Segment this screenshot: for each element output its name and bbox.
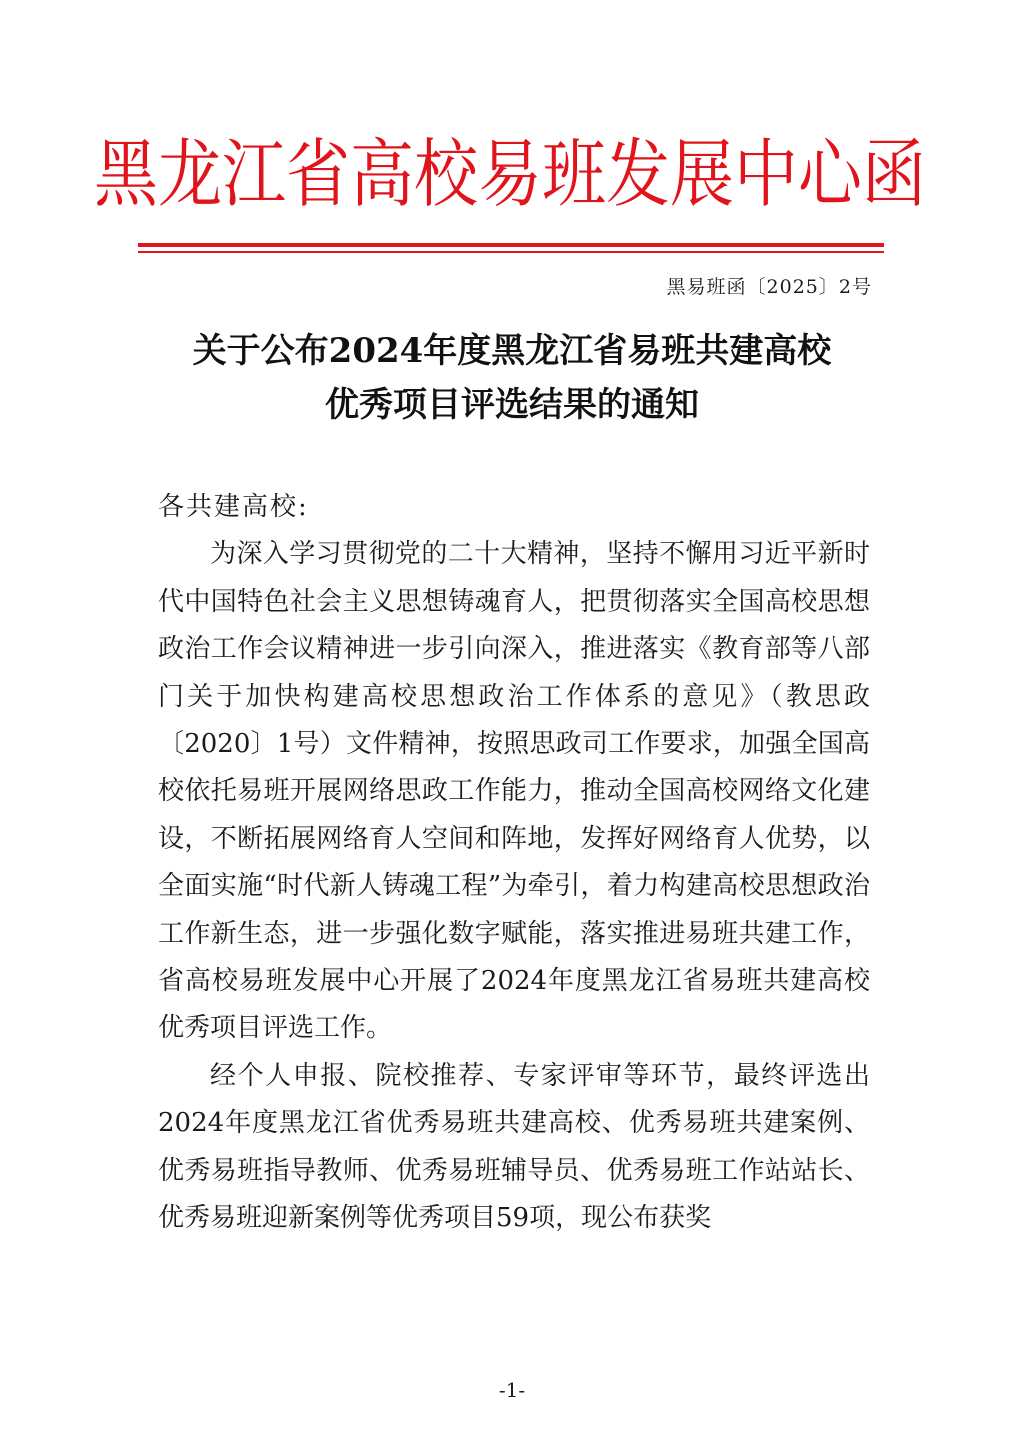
issuer-masthead: 黑龙江省高校易班发展中心函	[94, 132, 926, 219]
title-line-1: 关于公布2024年度黑龙江省易班共建高校	[192, 331, 832, 371]
document-body	[158, 484, 870, 1243]
paragraph: 经个人申报、院校推荐、专家评审等环节，最终评选出2024年度黑龙江省优秀易班共建高校、优秀易班共建案例、优秀易班指导教师、优秀易班辅导员、优秀易班工作站站长、优秀易班迎新案例等优秀项目59项，现公布获奖	[158, 1060, 870, 1234]
title-line-2: 优秀项目评选结果的通知	[325, 385, 699, 425]
document-title	[150, 324, 874, 432]
red-divider-thin	[138, 251, 884, 253]
red-divider-thick	[138, 243, 884, 247]
document-number: 黑易班函〔2025〕2号	[666, 276, 872, 298]
paragraph: 为深入学习贯彻党的二十大精神，坚持不懈用习近平新时代中国特色社会主义思想铸魂育人，把贯彻落实全国高校思想政治工作会议精神进一步引向深入，推进落实《教育部等八部门关于加快构建高校思想政治工作体系的意见》（教思政〔2020〕1号）文件精神，按照思政司工作要求，加强全国高校依托易班开展网络思政工作能力，推动全国高校网络文化建设，不断拓展网络育人空间和阵地，发挥好网络育人优势，以全面实施“时代新人铸魂工程”为牵引，着力构建高校思想政治工作新生态，进一步强化数字赋能，落实推进易班共建工作，省高校易班发展中心开展了2024年度黑龙江省易班共建高校优秀项目评选工作。	[158, 539, 870, 1044]
salutation: 各共建高校:	[158, 492, 309, 522]
page-number: -1-	[498, 1378, 526, 1402]
